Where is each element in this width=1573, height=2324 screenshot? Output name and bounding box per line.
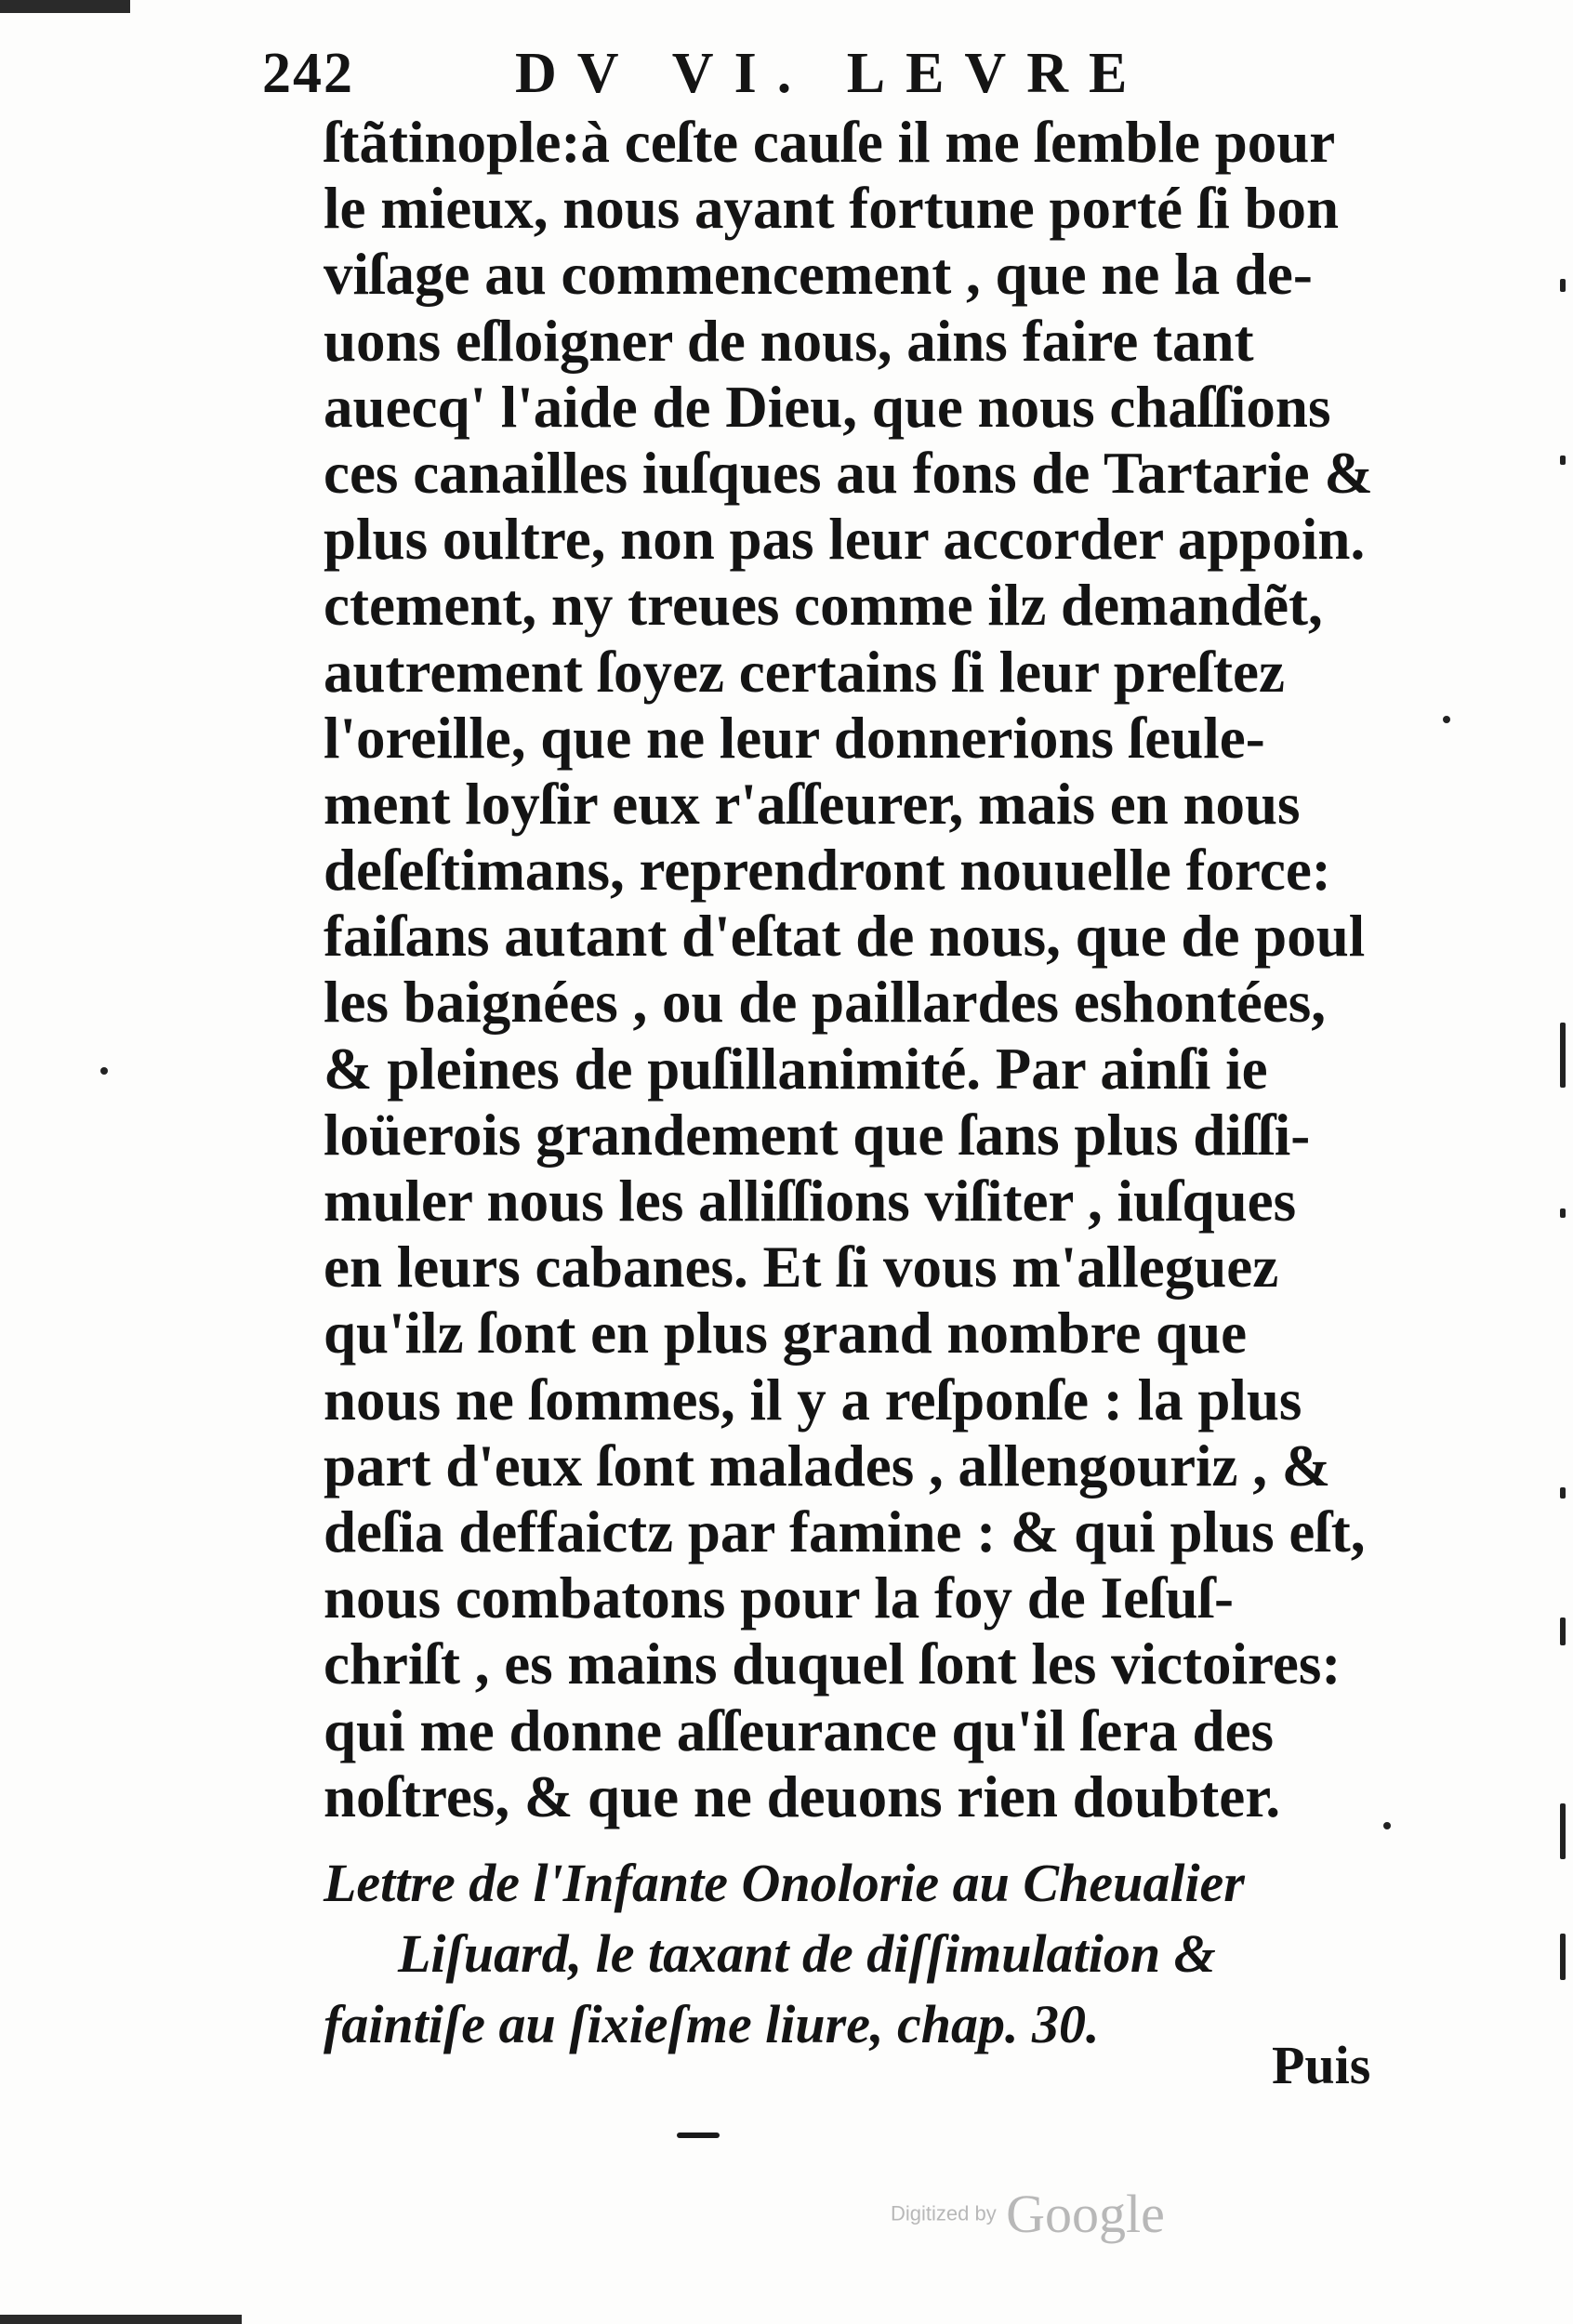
catchword: Puis bbox=[1272, 2035, 1371, 2095]
text-line: l'oreille, que ne leur donnerions ſeule- bbox=[324, 705, 1265, 771]
text-line: nous combatons pour la foy de Ieſuſ- bbox=[324, 1565, 1234, 1631]
text-line: qu'ilz ſont en plus grand nombre que bbox=[324, 1301, 1248, 1367]
text-line: ſtãtinople:à ceſte cauſe il me ſemble pour bbox=[324, 110, 1336, 175]
google-logo: Google bbox=[1006, 2184, 1165, 2244]
body-text bbox=[324, 110, 1402, 1830]
chapter-heading-line: Lettre de l'Infante Onolorie au Cheualier bbox=[324, 1853, 1245, 1913]
margin-dot bbox=[100, 1067, 108, 1075]
watermark-digitized-text: Digitized by bbox=[891, 2201, 997, 2225]
page-number: 242 bbox=[262, 42, 354, 105]
text-line: auecq' l'aide de Dieu, que nous chaſſions bbox=[324, 374, 1331, 440]
text-line: noſtres, & que ne deuons rien doubter. bbox=[324, 1763, 1281, 1829]
text-line: deſia deffaictz par famine : & qui plus eſt, bbox=[324, 1499, 1366, 1565]
text-line: autrement ſoyez certains ſi leur preſtez bbox=[324, 639, 1285, 705]
text-line: faiſans autant d'eſtat de nous, que de poul bbox=[324, 904, 1366, 970]
margin-dot bbox=[1383, 1822, 1391, 1829]
text-line: qui me donne aſſeurance qu'il ſera des bbox=[324, 1697, 1275, 1763]
text-line: en leurs cabanes. Et ſi vous m'alleguez bbox=[324, 1235, 1279, 1301]
text-line: chriſt , es mains duquel ſont les victoires: bbox=[324, 1631, 1342, 1697]
text-line: & pleines de puſillanimité. Par ainſi ie bbox=[324, 1036, 1268, 1102]
ornament-dash bbox=[677, 2133, 720, 2138]
text-line: ces canailles iuſques au fons de Tartarie & bbox=[324, 440, 1373, 506]
chapter-heading-line: Liſuard, le taxant de diſſimulation & bbox=[398, 1923, 1216, 1984]
text-line: ment loyſir eux r'aſſeurer, mais en nous bbox=[324, 771, 1301, 837]
scan-edge-top bbox=[0, 0, 130, 13]
chapter-heading-line: faintiſe au ſixieſme liure, chap. 30. bbox=[324, 1994, 1100, 2054]
text-line: nous ne ſommes, il y a reſponſe : la plus bbox=[324, 1367, 1302, 1433]
scan-edge-bottom bbox=[0, 2315, 242, 2324]
digitized-watermark bbox=[891, 2183, 1165, 2245]
page-header bbox=[262, 41, 1192, 115]
text-line: loüerois grandement que ſans plus diſſi- bbox=[324, 1102, 1311, 1168]
text-line: uons eſloigner de nous, ains faire tant bbox=[324, 308, 1254, 374]
text-line: les baignées , ou de paillardes eshontées, bbox=[324, 970, 1327, 1036]
text-line: part d'eux ſont malades , allengouriz , & bbox=[324, 1433, 1331, 1499]
chapter-heading bbox=[324, 1848, 1421, 2060]
text-line: viſage au commencement , que ne la de- bbox=[324, 242, 1313, 308]
text-line: muler nous les alliſſions viſiter , iuſques bbox=[324, 1169, 1297, 1234]
text-line: plus oultre, non pas leur accorder appoin. bbox=[324, 507, 1366, 573]
text-line: le mieux, nous ayant fortune porté ſi bon bbox=[324, 176, 1340, 242]
right-margin-marks bbox=[1536, 0, 1573, 2324]
text-line: deſeſtimans, reprendront nouuelle force: bbox=[324, 838, 1331, 904]
margin-dot bbox=[1443, 716, 1450, 723]
running-head: DV VI. LEVRE bbox=[515, 42, 1148, 105]
text-line: ctement, ny treues comme ilz demandẽt, bbox=[324, 573, 1323, 639]
